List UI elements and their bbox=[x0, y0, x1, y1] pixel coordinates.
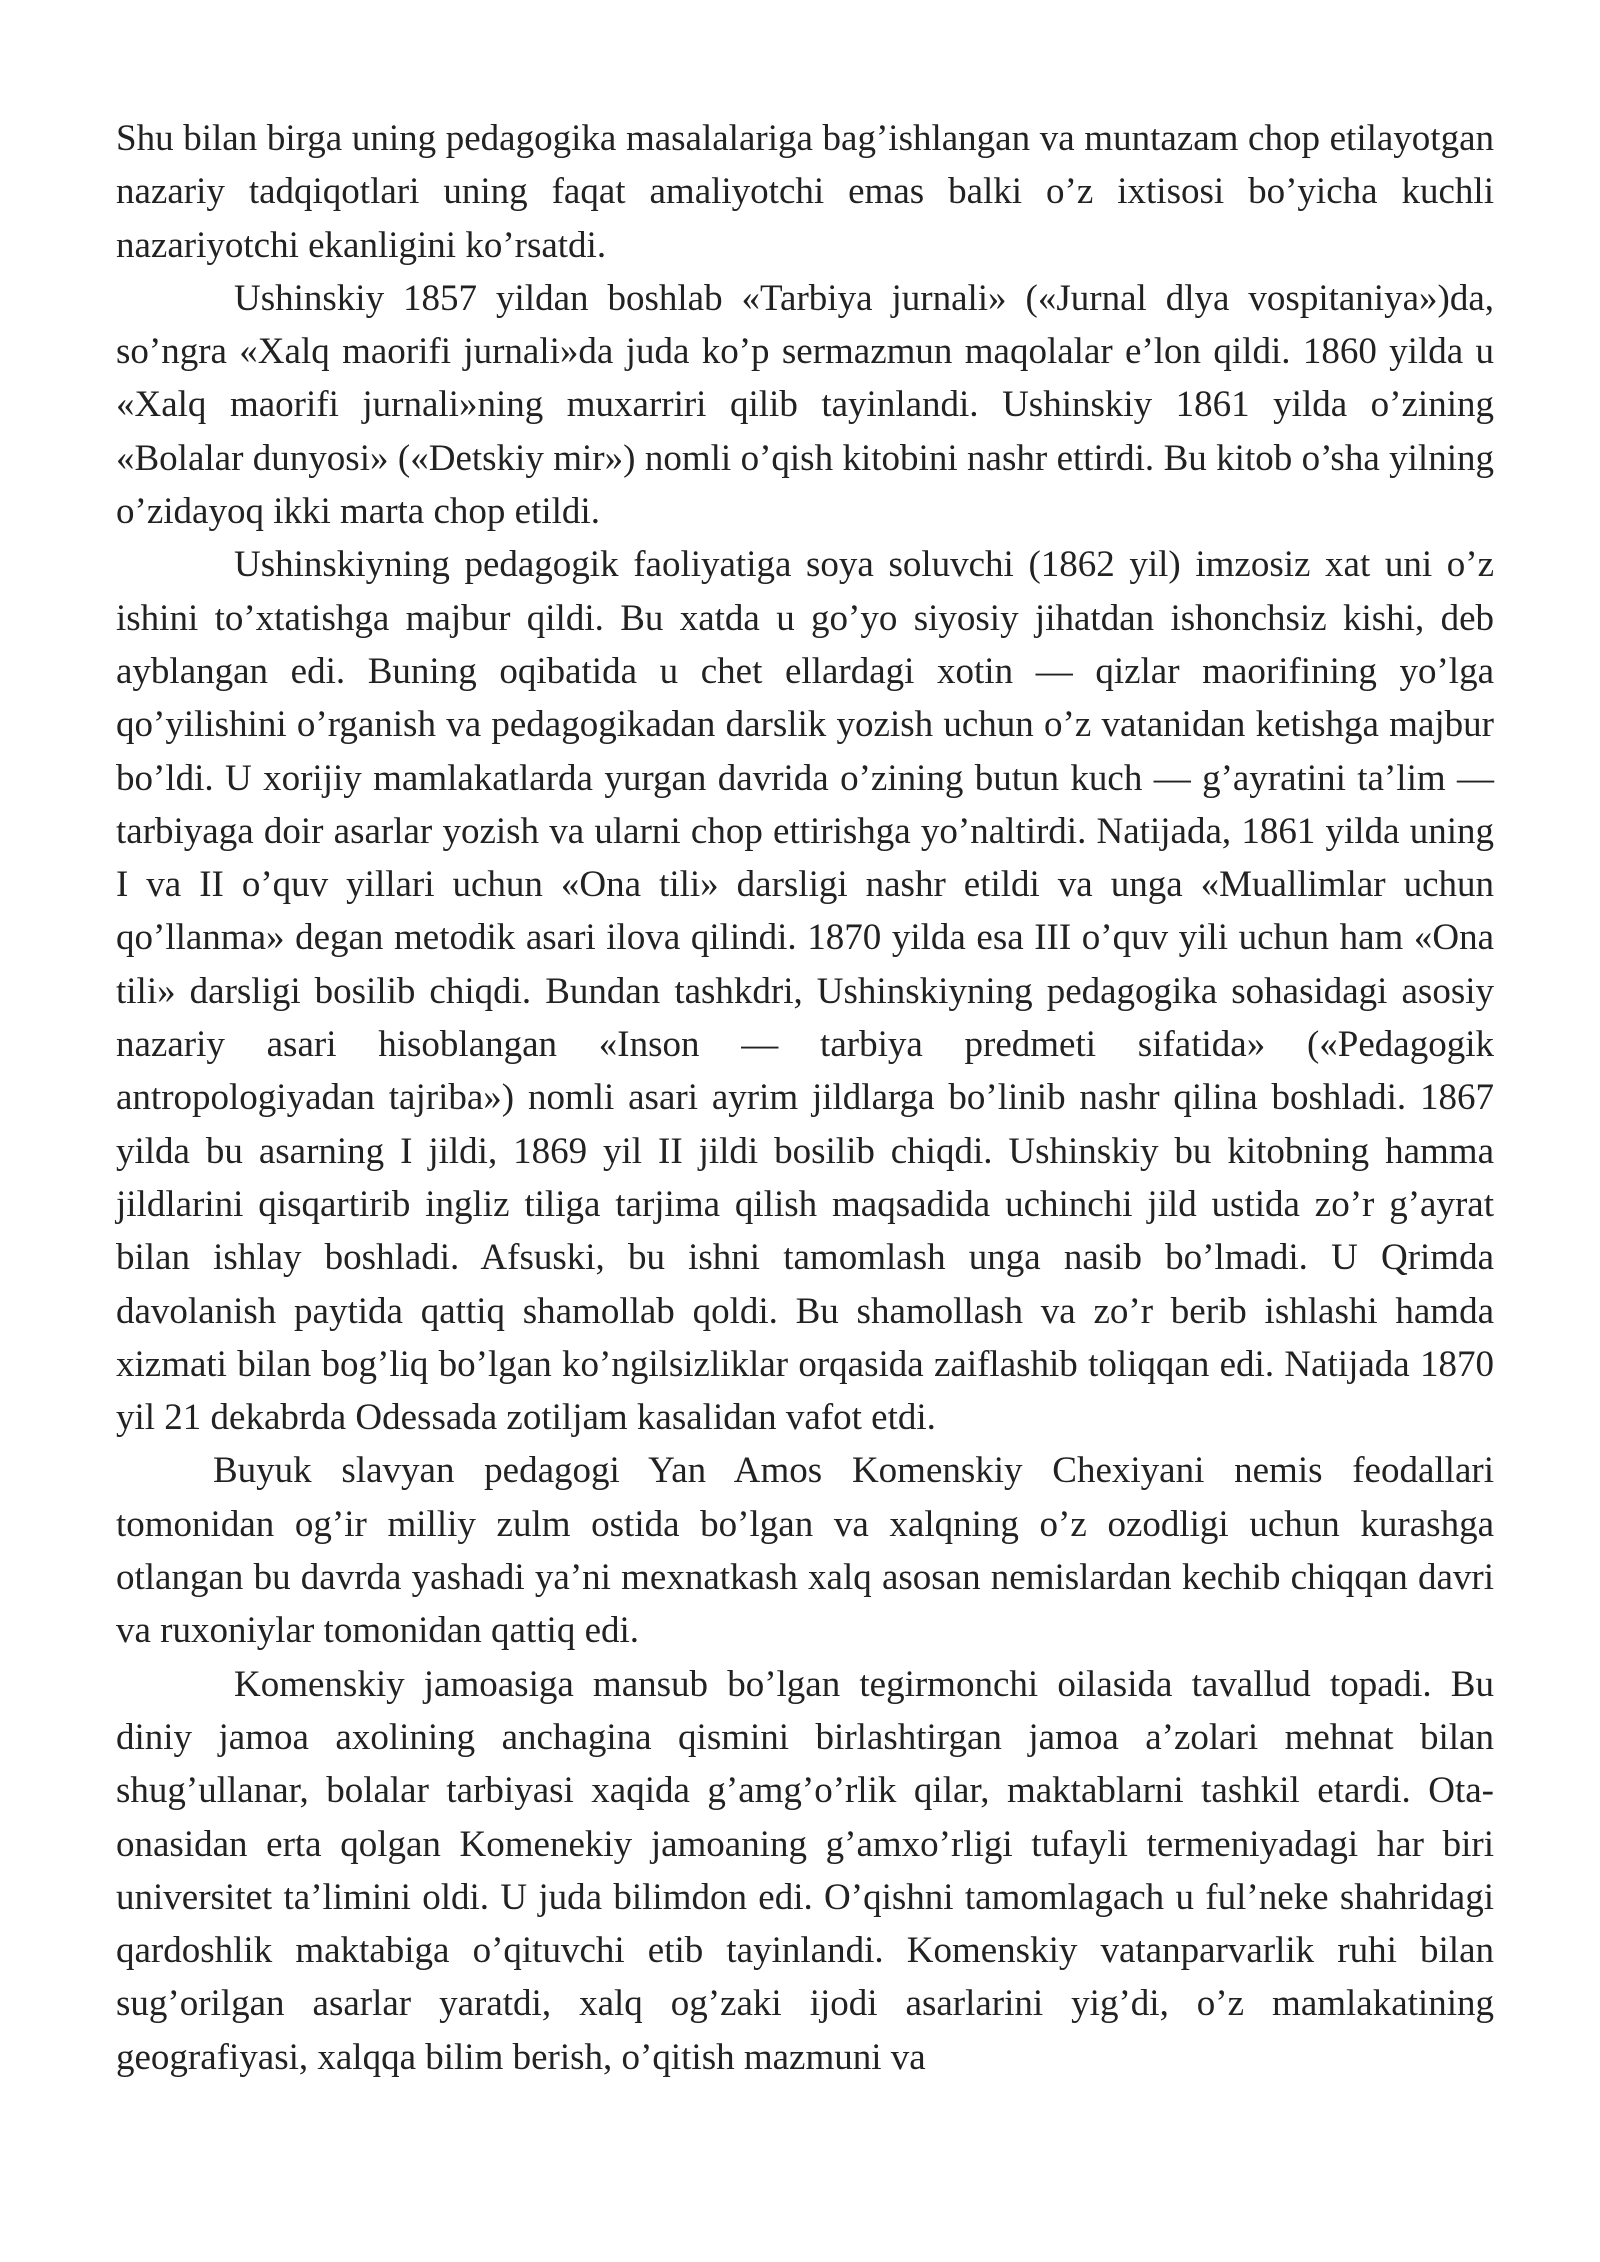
paragraph-5: Komenskiy jamoasiga mansub bo’lgan tegirmonchi oilasida tavallud topadi. Bu diniy jamoa axolining anchagina qismini birlashtirgan jamoa a’zolari mehnat bilan shug’ullanar, bolalar tarbiyasi xaqida g’amg’o’rlik qilar, maktablarni tashkil etardi. Ota-onasidan erta qolgan Komenekiy jamoaning g’amxo’rligi tufayli termeniyadagi har biri universitet ta’limini oldi. U juda bilimdon edi. O’qishni tamomlagach u ful’neke shahridagi qardoshlik maktabiga o’qituvchi etib tayinlandi. Komenskiy vatanparvarlik ruhi bilan sug’orilgan asarlar yaratdi, xalq og’zaki ijodi asarlarini yig’di, o’z mamlakatining geografiyasi, xalqqa bilim berish, o’qitish mazmuni va bbox=[116, 1663, 1494, 2078]
paragraph-2: Ushinskiy 1857 yildan boshlab «Tarbiya jurnali» («Jurnal dlya vospitaniya»)da, so’ngra «Xalq maorifi jurnali»da juda ko’p sermazmun maqolalar e’lon qildi. 1860 yilda u «Xalq maorifi jurnali»ning muxarriri qilib tayinlandi. Ushinskiy 1861 yilda o’zining «Bolalar dunyosi» («Detskiy mir») nomli o’qish kitobini nashr ettirdi. Bu kitob o’sha yilning o’zidayoq ikki marta chop etildi. bbox=[116, 277, 1494, 533]
paragraph-4: Buyuk slavyan pedagogi Yan Amos Komenskiy Chexiyani nemis feodallari tomonidan og’ir milliy zulm ostida bo’lgan va xalqning o’z ozodligi uchun kurashga otlangan bu davrda yashadi ya’ni mexnatkash xalq asosan nemislardan kechib chiqqan davri va ruxoniylar tomonidan qattiq edi. bbox=[116, 1450, 1494, 1652]
paragraph-3: Ushinskiyning pedagogik faoliyatiga soya soluvchi (1862 yil) imzosiz xat uni o’z ishini to’xtatishga majbur qildi. Bu xatda u go’yo siyosiy jihatdan ishonchsiz kishi, deb ayblangan edi. Buning oqibatida u chet ellardagi xotin — qizlar maorifining yo’lga qo’yilishini o’rganish va pedagogikadan darslik yozish uchun o’z vatanidan ketishga majbur bo’ldi. U xorijiy mamlakatlarda yurgan davrida o’zining butun kuch — g’ayratini ta’lim — tarbiyaga doir asarlar yozish va ularni chop ettirishga yo’naltirdi. Natijada, 1861 yilda uning I va II o’quv yillari uchun «Ona tili» darsligi nashr etildi va unga «Muallimlar uchun qo’llanma» degan metodik asari ilova qilindi. 1870 yilda esa III o’quv yili uchun ham «Ona tili» darsligi bosilib chiqdi. Bundan tashkdri, Ushinskiyning pedagogika sohasidagi asosiy nazariy asari hisoblangan «Inson — tarbiya predmeti sifatida» («Pedagogik antropologiyadan tajriba») nomli asari ayrim jildlarga bo’linib nashr qilina boshladi. 1867 yilda bu asarning I jildi, 1869 yil II jildi bosilib chiqdi. Ushinskiy bu kitobning hamma jildlarini qisqartirib ingliz tiliga tarjima qilish maqsadida uchinchi jild ustida zo’r g’ayrat bilan ishlay boshladi. Afsuski, bu ishni tamomlash unga nasib bo’lmadi. U Qrimda davolanish paytida qattiq shamollab qoldi. Bu shamollash va zo’r berib ishlashi hamda xizmati bilan bog’liq bo’lgan ko’ngilsizliklar orqasida zaiflashib toliqqan edi. Natijada 1870 yil 21 dekabrda Odessada zotiljam kasalidan vafot etdi. bbox=[116, 544, 1494, 1439]
document-page bbox=[116, 112, 1494, 2084]
paragraph-1: Shu bilan birga uning pedagogika masalalariga bag’ishlangan va muntazam chop etilayotgan nazariy tadqiqotlari uning faqat amaliyotchi emas balki o’z ixtisosi bo’yicha kuchli nazariyotchi ekanligini ko’rsatdi. bbox=[116, 118, 1494, 266]
